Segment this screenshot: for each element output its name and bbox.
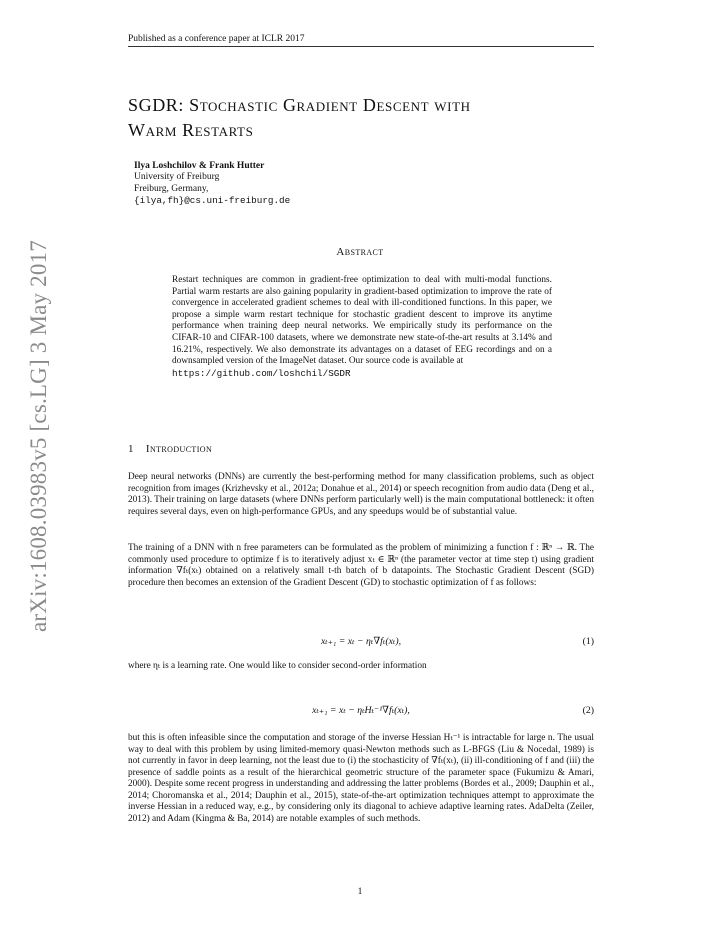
section-heading-introduction	[128, 443, 212, 455]
equation-2	[128, 705, 594, 719]
section-title: Introduction	[145, 443, 213, 455]
source-code-link[interactable]: https://github.com/loshchil/SGDR	[172, 367, 351, 379]
author-affiliation-location: Freiburg, Germany,	[134, 183, 209, 194]
paper-title	[128, 93, 598, 143]
equation-1-expression: xₜ₊₁ = xₜ − ηₜ∇fₜ(xₜ),	[320, 636, 402, 647]
abstract-text: Restart techniques are common in gradient-free optimization to deal with multi-modal functions. Partial warm restarts are also gaining popularity in gradient-based optimization to improve the rate of convergence in accelerated gradient schemes to deal with ill-conditioned functions. In this paper, we propose a simple warm restart technique for stochastic gradient descent to improve its anytime performance when training deep neural networks. We empirically study its performance on the CIFAR-10 and CIFAR-100 datasets, where we demonstrate new state-of-the-art results at 3.14% and 16.21%, respectively. We also demonstrate its advantages on a dataset of EEG recordings and on a downsampled version of the ImageNet dataset. Our source code is available at	[172, 275, 552, 367]
paper-title-line-1: SGDR: Stochastic Gradient Descent with	[128, 95, 471, 115]
author-affiliation-university: University of Freiburg	[134, 172, 220, 183]
conference-header-text: Published as a conference paper at ICLR 2017	[128, 34, 305, 44]
conference-header	[128, 34, 594, 47]
intro-paragraph-1: Deep neural networks (DNNs) are currently the best-performing method for many classification problems, such as object recognition from images (Krizhevsky et al., 2012a; Donahue et al., 2014) or speech recognition from audio data (Deng et al., 2013). Their training on large datasets (where DNNs perform particularly well) is the main computational bottleneck: it often requires several days, even on high-performance GPUs, and any speedups would be of substantial value.	[128, 472, 594, 517]
author-block	[134, 161, 290, 207]
paper-title-line-2: Warm Restarts	[128, 120, 254, 140]
intro-paragraph-2: The training of a DNN with n free parameters can be formulated as the problem of minimizing a function f : ℝⁿ → ℝ. The commonly used procedure to optimize f is to iteratively adjust xₜ ∈ ℝⁿ (the parameter vector at time step t) using gradient information ∇fₜ(xₜ) obtained on a relatively small t-th batch of b datapoints. The Stochastic Gradient Descent (SGD) procedure then becomes an extension of the Gradient Descent (GD) to stochastic optimization of f as follows:	[128, 543, 595, 588]
page-number: 1	[357, 887, 363, 897]
section-number: 1	[128, 443, 134, 455]
equation-2-expression: xₜ₊₁ = xₜ − ηₜHₜ⁻¹∇fₜ(xₜ),	[312, 705, 410, 716]
author-names: Ilya Loshchilov & Frank Hutter	[134, 161, 265, 171]
intro-paragraph-4: but this is often infeasible since the computation and storage of the inverse Hessian Hₜ⁻¹ is intractable for large n. The usual way to deal with this problem by using limited-memory quasi-Newton methods such as L-BFGS (Liu & Nocedal, 1989) is not currently in favor in deep learning, not the least due to (i) the stochasticity of ∇fₜ(xₜ), (ii) ill-conditioning of f and (iii) the presence of saddle points as a result of the hierarchical geometric structure of the parameter space (Fukumizu & Amari, 2000). Despite some recent progress in understanding and addressing the latter problems (Bordes et al., 2009; Dauphin et al., 2014; Choromanska et al., 2014; Dauphin et al., 2015), state-of-the-art optimization techniques attempt to approximate the inverse Hessian in a reduced way, e.g., by considering only its diagonal to achieve adaptive learning rates. AdaDelta (Zeiler, 2012) and Adam (Kingma & Ba, 2014) are notable examples of such methods.	[128, 733, 594, 824]
arxiv-stamp: arXiv:1608.03983v5 [cs.LG] 3 May 2017	[26, 240, 51, 632]
equation-2-number: (2)	[582, 705, 594, 716]
author-email: {ilya,fh}@cs.uni-freiburg.de	[134, 195, 291, 207]
abstract-body	[172, 275, 552, 380]
equation-1-number: (1)	[582, 636, 594, 647]
equation-1	[128, 636, 594, 650]
abstract-heading: Abstract	[336, 246, 384, 258]
intro-paragraph-3: where ηₜ is a learning rate. One would like to consider second-order information	[128, 661, 427, 671]
